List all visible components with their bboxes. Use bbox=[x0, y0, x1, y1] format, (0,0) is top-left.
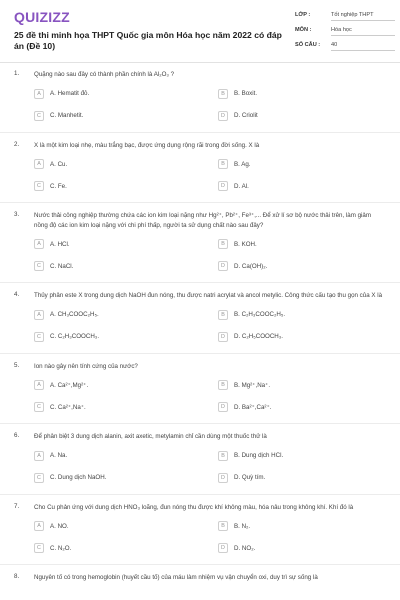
option-letter-badge: D bbox=[218, 261, 228, 271]
question-number: 8. bbox=[14, 573, 20, 580]
option-letter-badge: D bbox=[218, 402, 228, 412]
option-text: C. Ca²⁺,Na⁺. bbox=[50, 403, 86, 411]
question-item bbox=[0, 70, 400, 133]
option-letter-badge: C bbox=[34, 473, 44, 483]
answer-options bbox=[34, 238, 400, 272]
question-divider bbox=[0, 564, 400, 565]
question-item bbox=[0, 291, 400, 354]
option-text: C. N₂O. bbox=[50, 544, 72, 552]
option-text: D. Ba²⁺,Ca²⁺. bbox=[234, 403, 272, 411]
question-number: 2. bbox=[14, 140, 20, 148]
option-text: C. Fe. bbox=[50, 182, 67, 190]
option-text: A. HCl. bbox=[50, 240, 70, 248]
answer-options bbox=[34, 379, 400, 413]
answer-options bbox=[34, 88, 400, 122]
option-text: B. Mg²⁺,Na⁺. bbox=[234, 381, 271, 389]
answer-options bbox=[34, 158, 400, 192]
answer-option-d[interactable] bbox=[218, 110, 400, 122]
option-text: A. Hematit đỏ. bbox=[50, 90, 90, 97]
answer-option-c[interactable] bbox=[34, 542, 218, 554]
answer-option-a[interactable] bbox=[34, 450, 218, 462]
option-letter-badge: A bbox=[34, 380, 44, 390]
option-text: A. CH₃COOC₂H₅. bbox=[50, 311, 99, 318]
question-item bbox=[0, 503, 400, 566]
question-text: Nước thải công nghiệp thường chứa các ion kim loại nặng như Hg²⁺, Pb²⁺, Fe³⁺,... Để xử lí sơ bộ nước thải trên, làm giảm nồng độ các ion kim loại nặng với chi phí thấp, người ta sử dụng chất nào sau đây? bbox=[34, 212, 372, 229]
option-text: C. NaCl. bbox=[50, 262, 74, 270]
question-text: Quặng nào sau đây có thành phần chính là Al₂O₃ ? bbox=[34, 71, 175, 78]
answer-options bbox=[34, 309, 400, 343]
question-divider bbox=[0, 282, 400, 283]
option-letter-badge: A bbox=[34, 89, 44, 99]
info-value: 40 bbox=[331, 39, 395, 51]
option-text: D. C₂H₅COOCH₃. bbox=[234, 333, 284, 340]
answer-options bbox=[34, 450, 400, 484]
question-number: 5. bbox=[14, 361, 20, 369]
option-letter-badge: A bbox=[34, 310, 44, 320]
answer-option-c[interactable] bbox=[34, 180, 218, 192]
answer-option-b[interactable] bbox=[218, 158, 400, 170]
answer-option-c[interactable] bbox=[34, 331, 218, 343]
quizizz-logo: QUIZIZZ bbox=[14, 9, 70, 25]
question-item bbox=[0, 211, 400, 283]
option-letter-badge: D bbox=[218, 332, 228, 342]
option-letter-badge: C bbox=[34, 111, 44, 121]
info-label: LỚP : bbox=[295, 12, 311, 18]
question-text: Thủy phân este X trong dung dịch NaOH đun nóng, thu được natri acrylat và ancol metylic. Công thức cấu tạo thu gọn của X là bbox=[34, 292, 383, 299]
question-divider bbox=[0, 353, 400, 354]
option-letter-badge: B bbox=[218, 451, 228, 461]
option-text: C. Manhetit. bbox=[50, 112, 84, 119]
answer-option-a[interactable] bbox=[34, 88, 218, 100]
option-letter-badge: D bbox=[218, 111, 228, 121]
option-text: C. C₂H₃COOCH₃. bbox=[50, 333, 100, 340]
answer-option-d[interactable] bbox=[218, 331, 400, 343]
answer-option-d[interactable] bbox=[218, 180, 400, 192]
question-number: 1. bbox=[14, 70, 20, 77]
question-text: X là một kim loại nhẹ, màu trắng bạc, được ứng dụng rộng rãi trong đời sống. X là bbox=[34, 141, 260, 149]
info-row-subject bbox=[295, 24, 395, 39]
answer-option-c[interactable] bbox=[34, 401, 218, 413]
question-divider bbox=[0, 494, 400, 495]
answer-option-b[interactable] bbox=[218, 238, 400, 250]
option-letter-badge: C bbox=[34, 332, 44, 342]
option-text: D. Criolit bbox=[234, 112, 258, 119]
option-letter-badge: A bbox=[34, 521, 44, 531]
answer-option-d[interactable] bbox=[218, 542, 400, 554]
header-divider bbox=[0, 62, 400, 63]
option-letter-badge: A bbox=[34, 159, 44, 169]
option-letter-badge: B bbox=[218, 159, 228, 169]
question-number: 3. bbox=[14, 211, 20, 218]
option-text: D. Ca(OH)₂. bbox=[234, 262, 268, 270]
option-letter-badge: A bbox=[34, 239, 44, 249]
document-title: 25 đề thi minh họa THPT Quốc gia môn Hóa học năm 2022 có đáp án (Đề 10) bbox=[14, 30, 282, 51]
question-number: 6. bbox=[14, 432, 20, 439]
answer-option-a[interactable] bbox=[34, 520, 218, 532]
answer-options bbox=[34, 520, 400, 554]
option-letter-badge: C bbox=[34, 181, 44, 191]
option-text: A. NO. bbox=[50, 522, 69, 530]
question-item bbox=[0, 432, 400, 495]
answer-option-a[interactable] bbox=[34, 379, 218, 391]
info-label: SỐ CÂU : bbox=[295, 42, 321, 48]
option-letter-badge: B bbox=[218, 310, 228, 320]
worksheet-header bbox=[0, 0, 400, 62]
answer-option-c[interactable] bbox=[34, 472, 218, 484]
option-letter-badge: D bbox=[218, 181, 228, 191]
option-letter-badge: B bbox=[218, 89, 228, 99]
info-value: Tốt nghiệp THPT bbox=[331, 9, 395, 21]
answer-option-c[interactable] bbox=[34, 260, 218, 272]
option-letter-badge: B bbox=[218, 380, 228, 390]
option-letter-badge: C bbox=[34, 402, 44, 412]
answer-option-d[interactable] bbox=[218, 260, 400, 272]
question-number: 4. bbox=[14, 291, 20, 298]
option-letter-badge: C bbox=[34, 543, 44, 553]
question-text: Ion nào gây nên tính cứng của nước? bbox=[34, 362, 138, 370]
question-divider bbox=[0, 132, 400, 133]
question-text: Cho Cu phản ứng với dung dịch HNO₃ loãng, đun nóng thu được khí không màu, hóa nâu trong không khí. Khí đó là bbox=[34, 503, 354, 511]
info-value: Hóa học bbox=[331, 24, 395, 36]
option-letter-badge: A bbox=[34, 451, 44, 461]
answer-option-b[interactable] bbox=[218, 450, 400, 462]
answer-option-b[interactable] bbox=[218, 520, 400, 532]
info-label: MÔN : bbox=[295, 27, 312, 33]
answer-option-d[interactable] bbox=[218, 401, 400, 413]
question-divider bbox=[0, 202, 400, 203]
answer-option-c[interactable] bbox=[34, 110, 218, 122]
question-item bbox=[0, 573, 400, 583]
answer-option-a[interactable] bbox=[34, 238, 218, 250]
option-letter-badge: C bbox=[34, 261, 44, 271]
option-text: B. Dung dịch HCl. bbox=[234, 452, 284, 459]
question-text: Để phân biệt 3 dung dịch alanin, axit axetic, metylamin chỉ cần dùng một thuốc thử là bbox=[34, 433, 267, 440]
option-text: B. C₂H₃COOC₂H₅. bbox=[234, 311, 286, 318]
info-row-count bbox=[295, 39, 395, 54]
question-item bbox=[0, 141, 400, 204]
question-divider bbox=[0, 423, 400, 424]
info-panel bbox=[295, 9, 395, 54]
answer-option-b[interactable] bbox=[218, 88, 400, 100]
answer-option-b[interactable] bbox=[218, 309, 400, 321]
option-text: B. N₂. bbox=[234, 522, 251, 530]
option-text: C. Dung dịch NaOH. bbox=[50, 474, 107, 481]
answer-option-d[interactable] bbox=[218, 472, 400, 484]
question-item bbox=[0, 362, 400, 425]
option-letter-badge: B bbox=[218, 239, 228, 249]
option-letter-badge: B bbox=[218, 521, 228, 531]
answer-option-a[interactable] bbox=[34, 309, 218, 321]
option-letter-badge: D bbox=[218, 543, 228, 553]
option-text: A. Cu. bbox=[50, 160, 68, 168]
answer-option-a[interactable] bbox=[34, 158, 218, 170]
answer-option-b[interactable] bbox=[218, 379, 400, 391]
option-text: B. Boxit. bbox=[234, 90, 258, 97]
question-text: Nguyên tố có trong hemoglobin (huyết cầu tố) của máu làm nhiệm vụ vận chuyển oxi, duy trì sự sống là bbox=[34, 574, 318, 581]
option-text: A. Ca²⁺,Mg²⁺. bbox=[50, 381, 89, 389]
option-text: B. Ag. bbox=[234, 160, 251, 168]
option-text: A. Na. bbox=[50, 452, 68, 459]
question-list bbox=[0, 70, 400, 583]
option-text: D. Quỳ tím. bbox=[234, 474, 266, 481]
info-row-class bbox=[295, 9, 395, 24]
option-text: B. KOH. bbox=[234, 240, 257, 248]
option-text: D. NO₂. bbox=[234, 544, 256, 552]
option-letter-badge: D bbox=[218, 473, 228, 483]
question-number: 7. bbox=[14, 502, 20, 510]
option-text: D. Al. bbox=[234, 182, 249, 190]
